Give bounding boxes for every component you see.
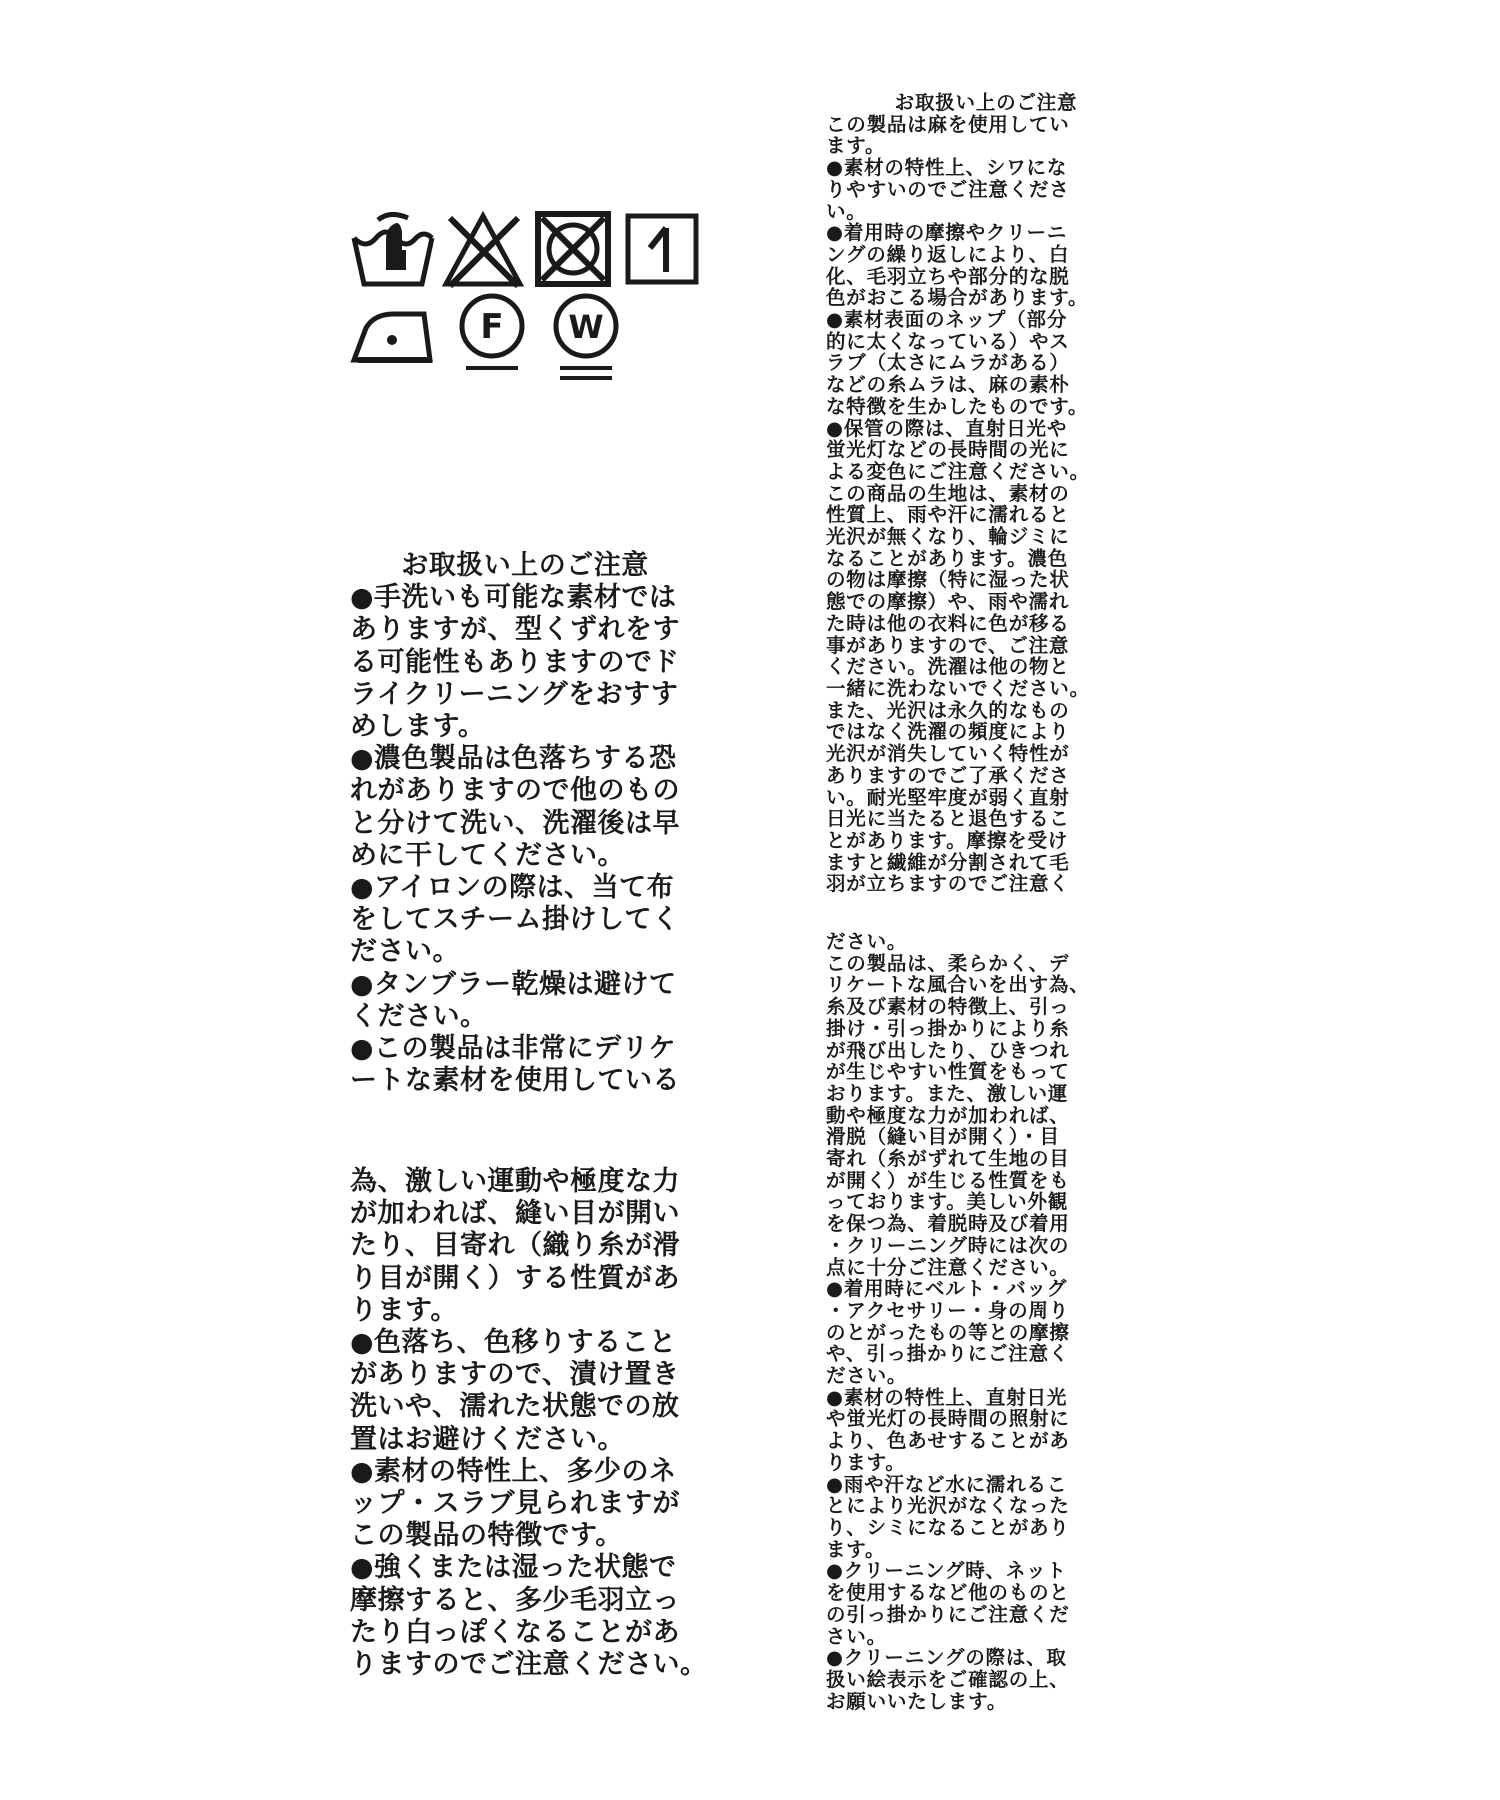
care-text-line: い。	[826, 199, 867, 223]
care-text-line: よる変色にご注意ください。	[826, 459, 1090, 483]
care-text-line: さい。	[826, 1624, 887, 1648]
care-text-line: お願いいたします。	[826, 1689, 1008, 1713]
care-text-line: また、光沢は永久的なもの	[826, 698, 1070, 722]
care-text-line: が生じやすい性質をもって	[826, 1060, 1070, 1084]
care-text-line: ださい。	[826, 1364, 908, 1388]
care-text-line: より、色あせすることがあ	[826, 1429, 1070, 1453]
care-text-line: ライクリーニングをおすす	[350, 678, 679, 710]
care-text-line: ありますが、型くずれをす	[350, 614, 680, 646]
wet-clean-letter: W	[568, 308, 604, 346]
care-text-line: が飛び出したり、ひきつれ	[826, 1038, 1070, 1062]
care-text-line: この製品は麻を使用してい	[826, 112, 1070, 136]
care-text-line: ●この製品は非常にデリケ	[350, 1033, 677, 1065]
care-text-line: い。耐光堅牢度が弱く直射	[826, 785, 1070, 809]
care-text-line: 羽が立ちますのでご注意く	[826, 872, 1070, 896]
right-care-label-top	[826, 92, 1146, 895]
care-text-line: りやすいのでご注意くださ	[826, 177, 1070, 201]
care-text-line: 色がおこる場合があります。	[826, 286, 1089, 310]
dry-clean-letter: F	[480, 307, 504, 347]
care-text-line: 糸及び素材の特徴上、引っ	[826, 995, 1070, 1019]
left-care-label-top	[350, 550, 710, 1097]
care-text-line: ートな素材を使用している	[350, 1065, 680, 1097]
care-text-line: ●クリーニングの際は、取	[826, 1646, 1067, 1670]
care-text-line: ●濃色製品は色落ちする恐	[350, 743, 677, 775]
care-text-line: たり白っぽくなることがあ	[350, 1616, 680, 1648]
care-text-line: ●雨や汗など水に濡れるこ	[826, 1472, 1068, 1496]
care-text-line: ップ・スラブ見られますが	[350, 1488, 680, 1520]
care-text-line: ●クリーニング時、ネット	[826, 1559, 1067, 1583]
care-text-line: ますと繊維が分割されて毛	[826, 850, 1070, 874]
left-care-label-bottom	[350, 1166, 710, 1681]
care-text-line: ます。	[826, 1537, 886, 1561]
care-text-line: ・クリーニング時には次の	[826, 1233, 1070, 1257]
care-text-line: 蛍光灯などの長時間の光に	[826, 438, 1070, 462]
care-text-line: 掛け・引っ掛かりにより糸	[826, 1016, 1070, 1040]
no-bleach-icon	[442, 210, 524, 290]
care-text-line: をしてスチーム掛けしてく	[350, 904, 680, 936]
care-text-line: ・アクセサリー・身の周り	[826, 1298, 1070, 1322]
care-text-line: などの糸ムラは、麻の素朴	[826, 373, 1070, 397]
hang-dry-icon	[624, 212, 700, 286]
care-text-line: とがあります。摩擦を受け	[826, 828, 1069, 852]
care-text-line: 置はお避けください。	[350, 1423, 625, 1455]
care-text-line: を保つ為、着脱時及び着用	[826, 1212, 1070, 1236]
care-text-line: ●素材の特性上、多少のネ	[350, 1455, 677, 1487]
care-text-line: ●色落ち、色移りすること	[350, 1327, 677, 1359]
care-text-line: 滑脱（縫い目が開く）・目	[826, 1125, 1060, 1149]
care-text-line: ●タンブラー乾燥は避けて	[350, 968, 677, 1000]
care-text-line: の物は摩擦（特に湿った状	[826, 568, 1070, 592]
care-text-line: おります。また、激しい運	[826, 1081, 1069, 1105]
care-text-line: を使用するなど他のものと	[826, 1581, 1070, 1605]
care-text-line: ●着用時の摩擦やクリーニ	[826, 221, 1068, 245]
wet-clean-w-icon	[548, 292, 624, 386]
care-text-line: が加われば、縫い目が開い	[350, 1198, 680, 1230]
care-text-line: のとがったもの等との摩擦	[826, 1320, 1070, 1344]
care-text-line: ります。	[350, 1294, 458, 1326]
dry-clean-f-icon	[454, 292, 530, 378]
care-notice-title: お取扱い上のご注意	[401, 550, 649, 581]
care-text-line: ●強くまたは湿った状態で	[350, 1552, 677, 1584]
care-text-line: リケートな風合いを出す為、	[826, 973, 1090, 997]
care-text-line: り、シミになることがあり	[826, 1515, 1070, 1539]
care-text-line: が開く）が生じる性質をも	[826, 1168, 1070, 1192]
hand-wash-icon	[350, 210, 436, 290]
care-text-line: 動や極度な力が加われば、	[826, 1103, 1070, 1127]
care-text-line: ありますのでご了承くださ	[826, 763, 1070, 787]
care-text-line: 性質上、雨や汗に濡れると	[826, 503, 1070, 527]
care-text-line: この商品の生地は、素材の	[826, 481, 1070, 505]
care-text-line: ださい。	[826, 930, 908, 953]
care-text-line: 扱い絵表示をご確認の上、	[826, 1667, 1070, 1691]
care-text-line: の引っ掛かりにご注意くだ	[826, 1602, 1070, 1626]
care-text-line: なることがあります。濃色	[826, 546, 1069, 570]
care-text-line: ●手洗いも可能な素材では	[350, 582, 677, 614]
care-text-line: ラブ（太さにムラがある）	[826, 351, 1070, 375]
care-text-line: ●アイロンの際は、当て布	[350, 872, 675, 904]
care-text-line: っております。美しい外観	[826, 1190, 1069, 1214]
care-text-line: 寄れ（糸がずれて生地の目	[826, 1147, 1070, 1171]
care-text-line: 摩擦すると、多少毛羽立っ	[350, 1584, 680, 1616]
no-tumble-dry-icon	[534, 210, 612, 288]
care-text-line: ください。	[350, 1000, 488, 1032]
care-text-line: 点に十分ご注意ください。	[826, 1255, 1070, 1279]
care-text-line: や、引っ掛かりにご注意く	[826, 1342, 1070, 1366]
care-text-line: りますのでご注意ください。	[350, 1649, 708, 1681]
care-text-line: り目が開く）する性質があ	[350, 1262, 680, 1294]
care-text-line: ます。	[826, 134, 886, 158]
care-text-line: 事がありますので、ご注意	[826, 633, 1070, 657]
care-text-line: れがありますので他のもの	[350, 775, 680, 807]
care-text-line: めします。	[350, 711, 486, 743]
care-text-line: 光沢が無くなり、輪ジミに	[826, 525, 1070, 549]
care-text-line: 態での摩擦）や、雨や濡れ	[826, 590, 1070, 614]
care-text-line: た時は他の衣料に色が移る	[826, 611, 1070, 635]
care-text-line: めに干してください。	[350, 839, 625, 871]
care-text-line: 洗いや、濡れた状態での放	[350, 1391, 680, 1423]
right-care-label-bottom	[826, 931, 1146, 1712]
care-text-line: ●素材の特性上、シワにな	[826, 156, 1068, 180]
care-text-line: ●保管の際は、直射日光や	[826, 416, 1068, 440]
care-text-line: と分けて洗い、洗濯後は早	[350, 807, 680, 839]
care-notice-title: お取扱い上のご注意	[894, 91, 1078, 114]
care-text-line: な特徴を生かしたものです。	[826, 394, 1089, 418]
care-text-line: この製品の特徴です。	[350, 1520, 623, 1552]
care-text-line: 化、毛羽立ちや部分的な脱	[826, 264, 1070, 288]
care-text-line: がありますので、漬け置き	[350, 1359, 680, 1391]
care-text-line: ●着用時にベルト・バッグ	[826, 1277, 1068, 1301]
care-text-line: る可能性もありますのでド	[350, 646, 680, 678]
care-text-line: ください。洗濯は他の物と	[826, 655, 1070, 679]
care-text-line: ではなく洗濯の頻度により	[826, 720, 1070, 744]
care-text-line: ります。	[826, 1450, 906, 1474]
care-text-line: 為、激しい運動や極度な力	[350, 1166, 680, 1197]
care-text-line: や蛍光灯の長時間の照射に	[826, 1407, 1070, 1431]
care-text-line: ングの繰り返しにより、白	[826, 242, 1070, 266]
care-text-line: ●素材の特性上、直射日光	[826, 1385, 1068, 1409]
care-symbols	[350, 210, 710, 390]
care-text-line: この製品は、柔らかく、デ	[826, 951, 1070, 975]
care-text-line: たり、目寄れ（織り糸が滑	[350, 1230, 680, 1262]
care-text-line: 日光に当たると退色するこ	[826, 807, 1070, 831]
care-text-line: ださい。	[350, 936, 460, 968]
care-text-line: とにより光沢がなくなった	[826, 1494, 1070, 1518]
care-text-line: ●素材表面のネップ（部分	[826, 308, 1068, 332]
care-text-line: 的に太くなっている）やス	[826, 329, 1070, 353]
low-iron-icon	[350, 302, 436, 366]
care-text-line: 一緒に洗わないでください。	[826, 676, 1090, 700]
care-text-line: 光沢が消失していく特性が	[826, 742, 1070, 766]
